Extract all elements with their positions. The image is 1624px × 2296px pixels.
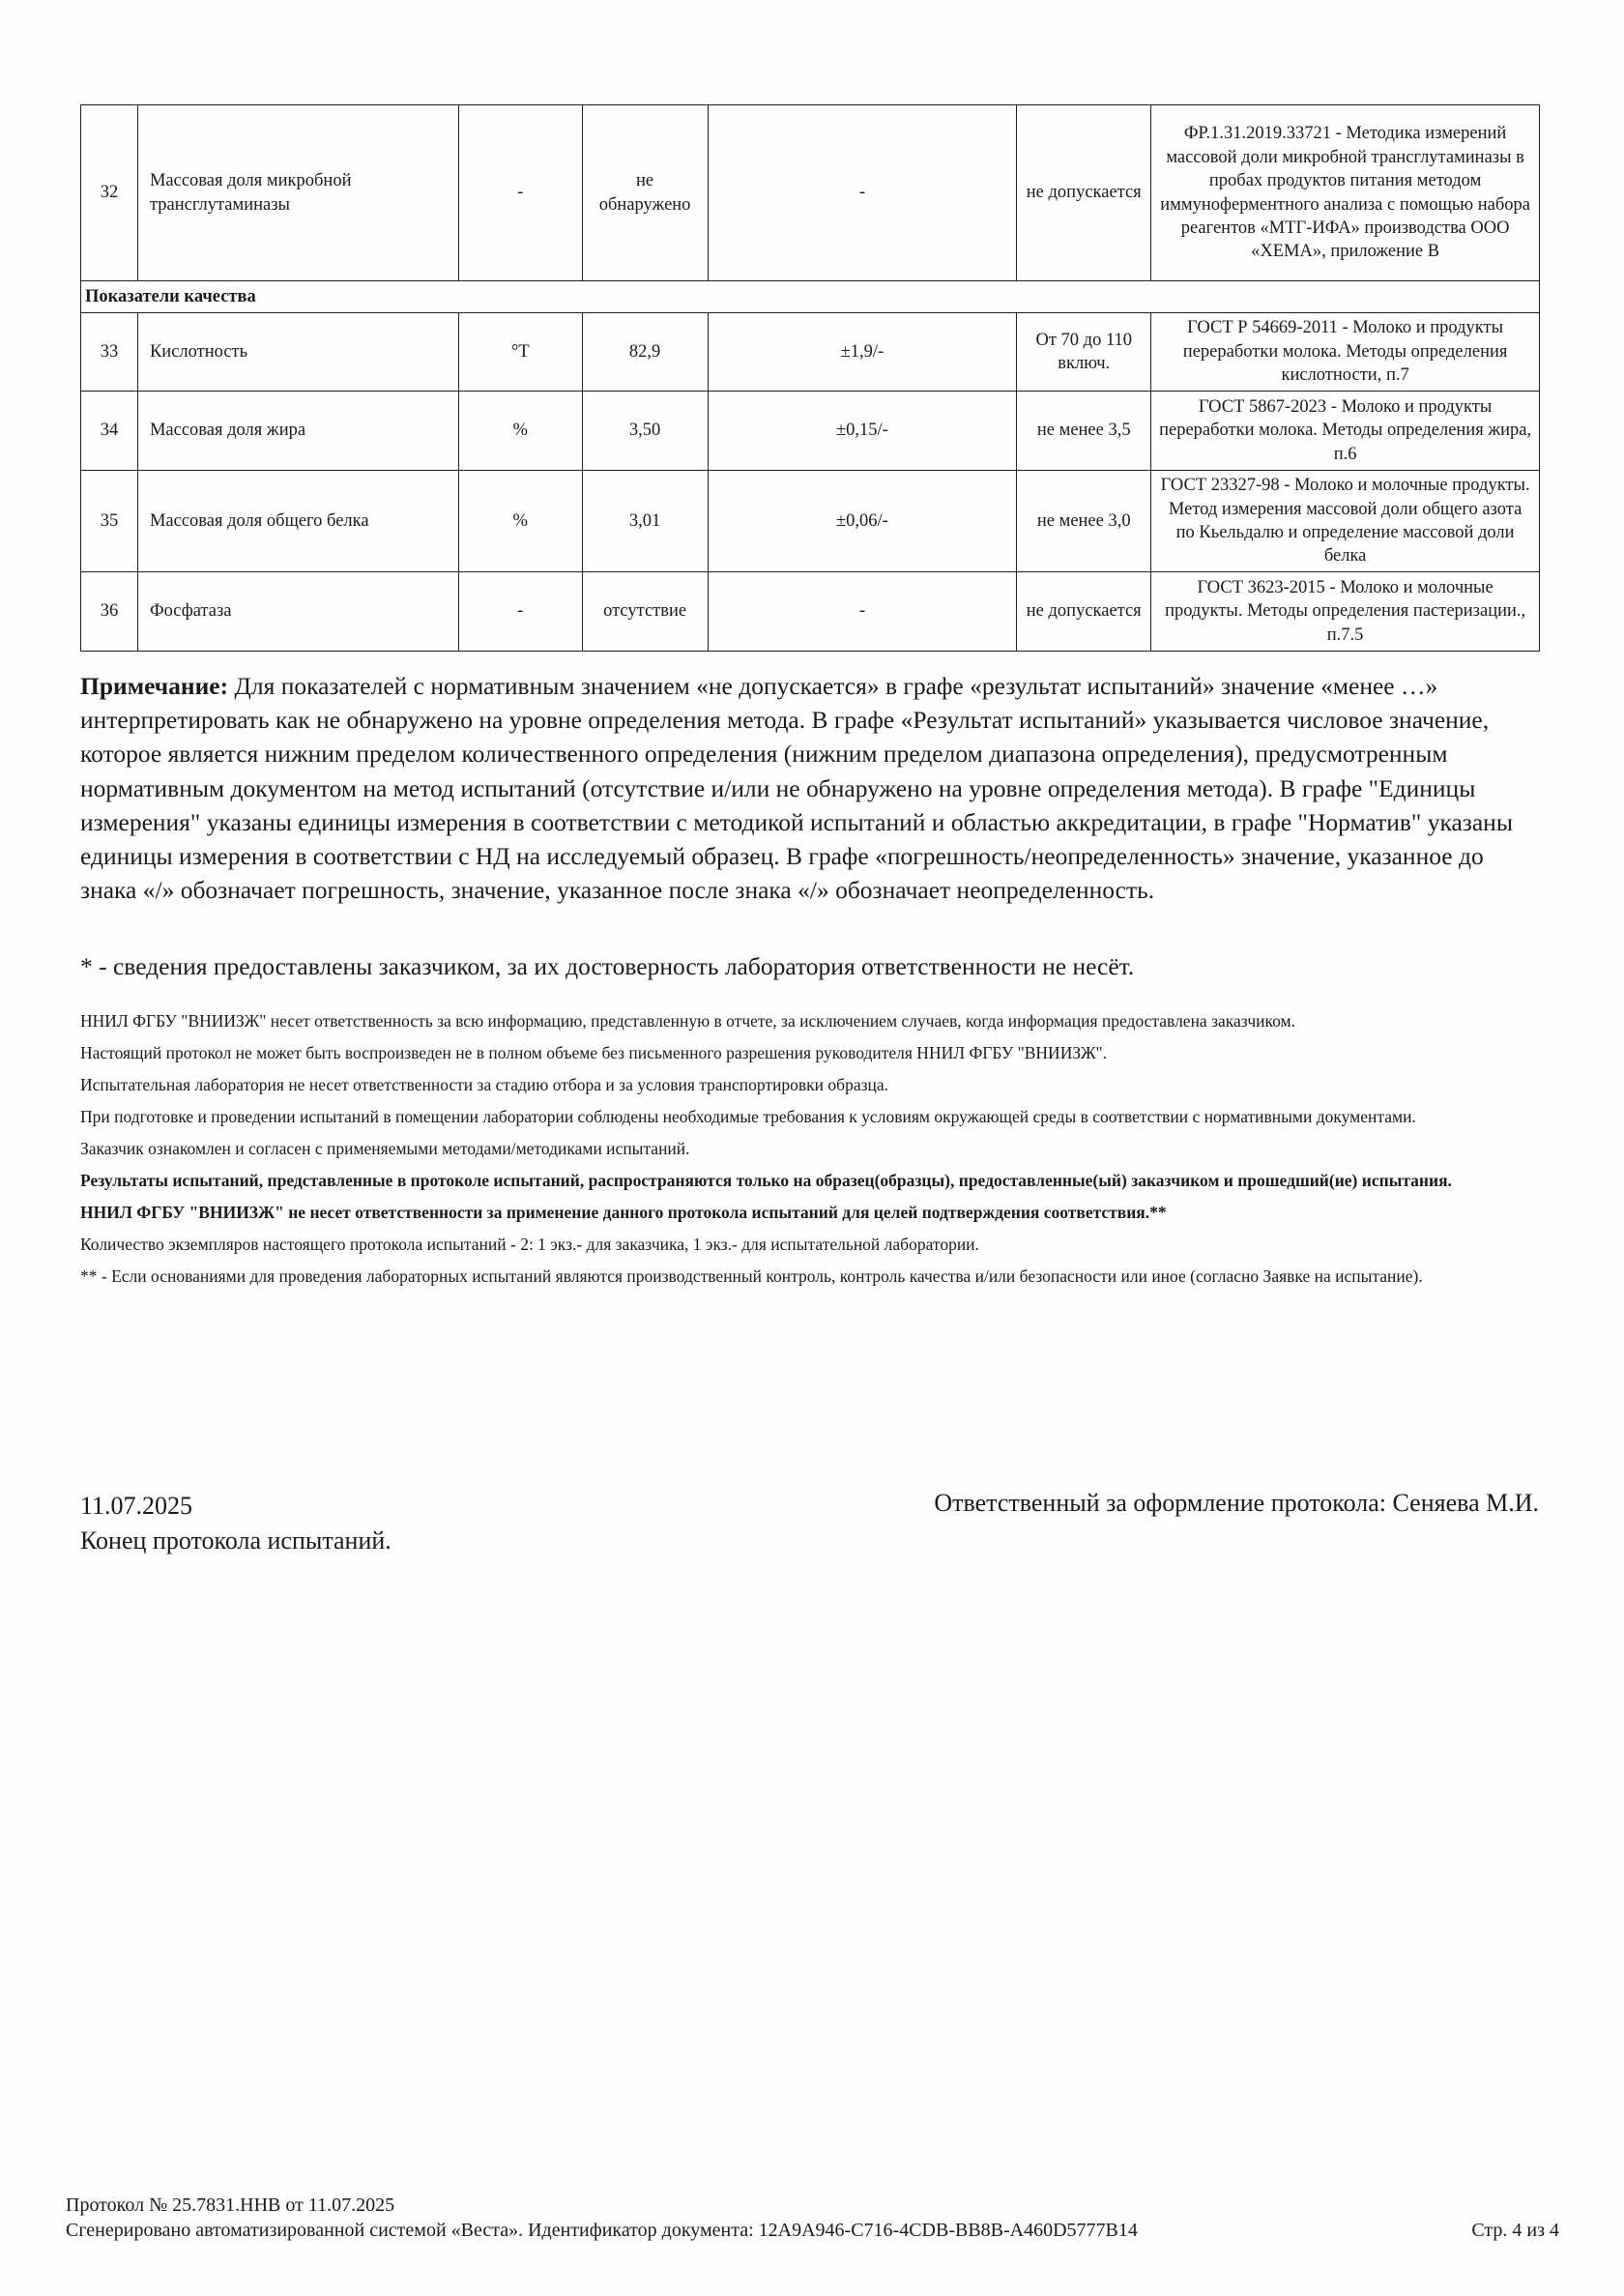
page-number: Стр. 4 из 4	[1471, 2220, 1559, 2241]
cell-result: 82,9	[582, 313, 708, 392]
customer-info-note: * - сведения предоставлены заказчиком, за их достоверность лаборатория ответственности не несёт.	[80, 952, 1135, 980]
cell-norm: не допускается	[1017, 105, 1151, 281]
table-row	[81, 105, 1540, 281]
cell-name: Массовая доля жира	[137, 392, 458, 471]
cell-name: Массовая доля общего белка	[137, 471, 458, 572]
cell-no: 36	[81, 572, 138, 652]
disclaimer-item: Настоящий протокол не может быть воспроизведен не в полном объеме без письменного разрешения руководителя ННИЛ ФГБУ "ВНИИЗЖ".	[80, 1043, 1108, 1062]
disclaimer-item: ННИЛ ФГБУ "ВНИИЗЖ" не несет ответственности за применение данного протокола испытаний для целей подтверждения соответствия.**	[80, 1203, 1167, 1222]
disclaimer-item: Заказчик ознакомлен и согласен с применяемыми методами/методиками испытаний.	[80, 1139, 690, 1158]
disclaimer-item: Количество экземпляров настоящего протокола испытаний - 2: 1 экз.- для заказчика, 1 экз.- для испытательной лаборатории.	[80, 1235, 979, 1254]
signoff-left	[80, 1489, 392, 1559]
cell-unit: °T	[458, 313, 582, 392]
cell-norm: не допускается	[1017, 572, 1151, 652]
cell-no: 33	[81, 313, 138, 392]
cell-method: ГОСТ 3623-2015 - Молоко и молочные продукты. Методы определения пастеризации., п.7.5	[1151, 572, 1540, 652]
section-header: Показатели качества	[81, 281, 1540, 313]
cell-method: ГОСТ Р 54669-2011 - Молоко и продукты переработки молока. Методы определения кислотности, п.7	[1151, 313, 1540, 392]
cell-name: Кислотность	[137, 313, 458, 392]
note-label: Примечание:	[80, 672, 229, 700]
cell-unit: -	[458, 105, 582, 281]
disclaimer-item: При подготовке и проведении испытаний в помещении лаборатории соблюдены необходимые требования к условиям окружающей среды в соответствии с нормативными документами.	[80, 1107, 1416, 1126]
table-row	[81, 313, 1540, 392]
cell-no: 35	[81, 471, 138, 572]
footer-protocol: Протокол № 25.7831.ННВ от 11.07.2025	[66, 2194, 395, 2216]
cell-result: отсутствие	[582, 572, 708, 652]
cell-result: 3,50	[582, 392, 708, 471]
cell-unit: %	[458, 471, 582, 572]
cell-norm: не менее 3,0	[1017, 471, 1151, 572]
cell-error: -	[708, 105, 1017, 281]
responsible-person: Ответственный за оформление протокола: Сеняева М.И.	[934, 1489, 1539, 1517]
table-row	[81, 471, 1540, 572]
cell-no: 34	[81, 392, 138, 471]
disclaimer-list	[80, 1005, 1540, 1293]
cell-method: ФР.1.31.2019.33721 - Методика измерений массовой доли микробной трансглутаминазы в пробах продуктов питания методом иммуноферментного анализа с помощью набора реагентов «МТГ-ИФА» производства ООО «ХЕМА», приложение В	[1151, 105, 1540, 281]
cell-unit: %	[458, 392, 582, 471]
protocol-end: Конец протокола испытаний.	[80, 1526, 392, 1555]
cell-unit: -	[458, 572, 582, 652]
cell-error: -	[708, 572, 1017, 652]
footer-generated: Сгенерировано автоматизированной системой «Веста». Идентификатор документа: 12A9A946-C716-4CDB-BB8B-A460D5777B14	[66, 2220, 1138, 2241]
disclaimer-item: ННИЛ ФГБУ "ВНИИЗЖ" несет ответственность за всю информацию, представленную в отчете, за исключением случаев, когда информация предоставлена заказчиком.	[80, 1011, 1295, 1031]
page-footer	[66, 2193, 1559, 2243]
cell-name: Фосфатаза	[137, 572, 458, 652]
note-paragraph	[80, 669, 1540, 907]
disclaimer-item: ** - Если основаниями для проведения лабораторных испытаний являются производственный контроль, контроль качества и/или безопасности или иное (согласно Заявке на испытание).	[80, 1266, 1423, 1286]
cell-result: не обнаружено	[582, 105, 708, 281]
note-text: Для показателей с нормативным значением «не допускается» в графе «результат испытаний» значение «менее …» интерпретировать как не обнаружено на уровне определения метода. В графе «Результат испытаний» указывается числовое значение, которое является нижним пределом количественного определения (нижним пределом диапазона определения), предусмотренным нормативным документом на метод испытаний (отсутствие и/или не обнаружено на уровне определения метода). В графе "Единицы измерения" указаны единицы измерения в соответствии с методикой испытаний и областью аккредитации, в графе "Норматив" указаны единицы измерения в соответствии с НД на исследуемый образец. В графе «погрешность/неопределенность» значение, указанное до знака «/» обозначает погрешность, значение, указанное после знака «/» обозначает неопределенность.	[80, 672, 1513, 905]
cell-method: ГОСТ 23327-98 - Молоко и молочные продукты. Метод измерения массовой доли общего азота по Кьельдалю и определение массовой доли белка	[1151, 471, 1540, 572]
protocol-date: 11.07.2025	[80, 1492, 193, 1520]
disclaimer-item: Испытательная лаборатория не несет ответственности за стадию отбора и за условия транспортировки образца.	[80, 1075, 889, 1094]
cell-error: ±0,15/-	[708, 392, 1017, 471]
table-row	[81, 392, 1540, 471]
cell-no: 32	[81, 105, 138, 281]
cell-result: 3,01	[582, 471, 708, 572]
cell-error: ±1,9/-	[708, 313, 1017, 392]
cell-norm: не менее 3,5	[1017, 392, 1151, 471]
cell-method: ГОСТ 5867-2023 - Молоко и продукты переработки молока. Методы определения жира, п.6	[1151, 392, 1540, 471]
results-table	[80, 104, 1540, 652]
cell-norm: От 70 до 110 включ.	[1017, 313, 1151, 392]
table-row	[81, 572, 1540, 652]
cell-error: ±0,06/-	[708, 471, 1017, 572]
cell-name: Массовая доля микробной трансглутаминазы	[137, 105, 458, 281]
disclaimer-item: Результаты испытаний, представленные в протоколе испытаний, распространяются только на образец(образцы), предоставленные(ый) заказчиком и прошедший(ие) испытания.	[80, 1171, 1452, 1190]
